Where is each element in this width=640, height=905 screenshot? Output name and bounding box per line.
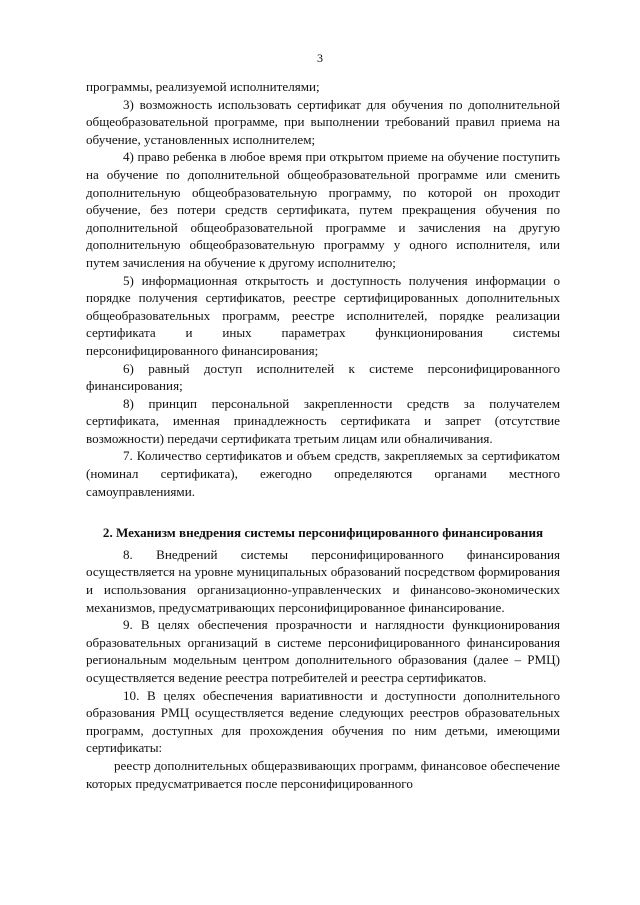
paragraph-item-3: 3) возможность использовать сертификат для обучения по дополнительной общеобразовательной программе, при выполнении требований правил приема на обучение, установленных исполнителем; <box>86 96 560 147</box>
paragraph-item-8: 8) принцип персональной закрепленности средств за получателем сертификата, именная принадлежность сертификата и запрет (отсутствие возможности) передачи сертификата третьим лицам или обналичивания. <box>86 395 560 446</box>
document-body <box>86 78 560 792</box>
paragraph-item-5: 5) информационная открытость и доступность получения информации о порядке получения сертификатов, реестре сертифицированных дополнительных общеобразовательных программ, реестре исполнителей, порядке реализации сертификата и иных параметрах функционирования системы персонифицированного финансирования; <box>86 272 560 358</box>
paragraph-registry-item: реестр дополнительных общеразвивающих программ, финансовое обеспечение которых предусматривается после персонифицированного <box>86 757 560 791</box>
paragraph-clause-8: 8. Внедрений системы персонифицированного финансирования осуществляется на уровне муниципальных образований посредством формирования и использования организационно-управленческих и финансово-экономических механизмов, предусматривающих персонифицированное финансирование. <box>86 546 560 615</box>
paragraph-clause-9: 9. В целях обеспечения прозрачности и наглядности функционирования образовательных организаций в системе персонифицированного финансирования региональным модельным центром дополнительного образования (далее – РМЦ) осуществляется ведение реестра потребителей и реестра сертификатов. <box>86 617 560 685</box>
section-heading: 2. Механизм внедрения системы персонифицированного финансирования <box>102 525 544 541</box>
paragraph-continuation: программы, реализуемой исполнителями; <box>86 79 320 94</box>
page-number: 3 <box>317 51 323 65</box>
paragraph-item-4: 4) право ребенка в любое время при открытом приеме на обучение поступить на обучение по дополнительной общеобразовательной программе или сменить дополнительную общеобразовательную программу, по которой он проходит обучение, без потери средств сертификата, путем прекращения обучения по дополнительной общеобразовательной программе и зачисления на другую дополнительную общеобразовательную программу у одного исполнителя, или путем зачисления на обучение к другому исполнителю; <box>86 149 560 270</box>
paragraph-clause-10: 10. В целях обеспечения вариативности и доступности дополнительного образования РМЦ осуществляется ведение следующих реестров образовательных программ, доступных для прохождения обучения по ним детьми, имеющими сертификаты: <box>86 687 560 756</box>
paragraph-clause-7: 7. Количество сертификатов и объем средств, закрепляемых за сертификатом (номинал сертификата), ежегодно определяются органами местного самоуправлениями. <box>86 448 560 499</box>
paragraph-item-6: 6) равный доступ исполнителей к системе персонифицированного финансирования; <box>86 360 560 394</box>
